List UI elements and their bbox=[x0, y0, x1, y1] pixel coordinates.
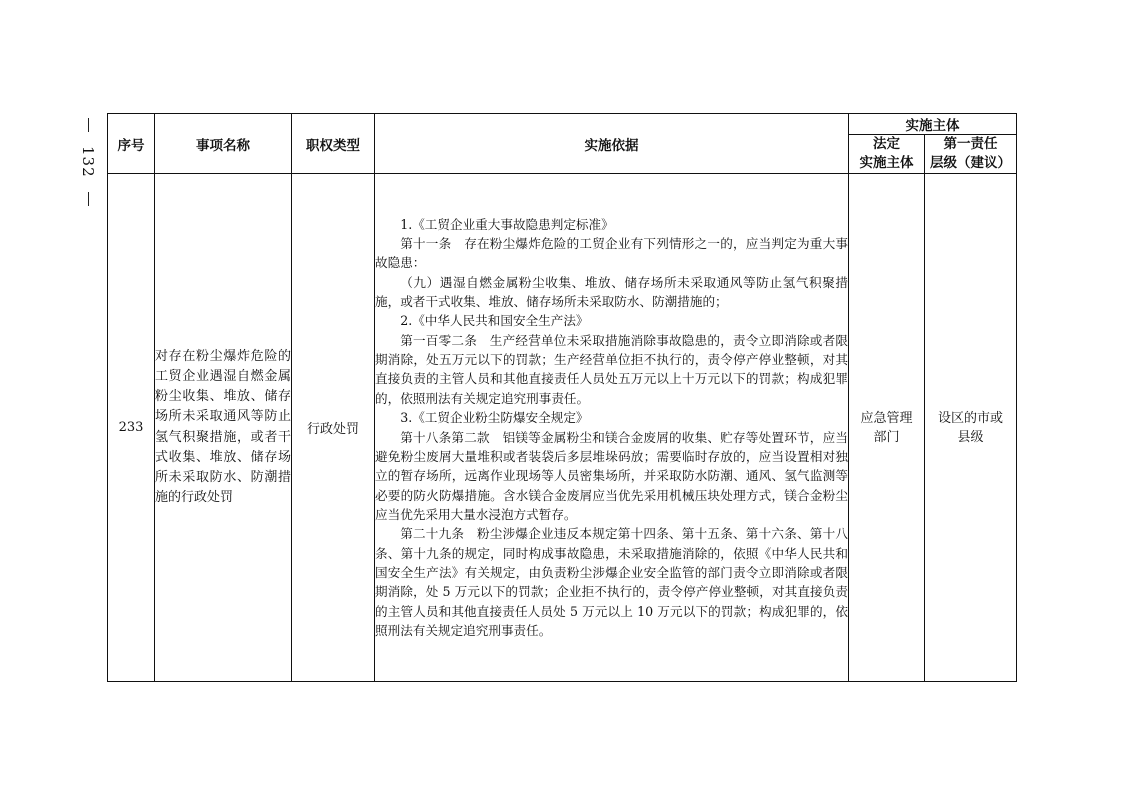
header-row-top bbox=[108, 114, 1017, 135]
basis-paragraph: 2.《中华人民共和国安全生产法》 bbox=[400, 313, 589, 329]
header-item-name: 事项名称 bbox=[155, 114, 292, 174]
row-legal-subject: 应急管理部门 bbox=[849, 174, 925, 682]
table-row bbox=[108, 174, 1017, 682]
header-seq: 序号 bbox=[108, 114, 155, 174]
basis-paragraph: 1.《工贸企业重大事故隐患判定标准》 bbox=[400, 216, 614, 232]
row-seq: 233 bbox=[108, 174, 155, 682]
row-item-name: 对存在粉尘爆炸危险的工贸企业遇湿自燃金属粉尘收集、堆放、储存场所未采取通风等防止氢气积聚措施，或者干式收集、堆放、储存场所未采取防水、防潮措施的行政处罚 bbox=[155, 174, 292, 682]
header-basis: 实施依据 bbox=[375, 114, 849, 174]
header-legal-subject-line2: 实施主体 bbox=[859, 155, 914, 171]
basis-paragraph: 第十八条第二款 铝镁等金属粉尘和镁合金废屑的收集、贮存等处置环节，应当避免粉尘废屑大量堆积或者装袋后多层堆垛码放；需要临时存放的，应当设置相对独立的暂存场所，远离作业现场等人员密集场所，并采取防水防潮、通风、氢气监测等必要的防火防爆措施。含水镁合金废屑应当优先采用机械压块处理方式，镁合金粉尘应当优先采用大量水浸泡方式暂存。 bbox=[375, 429, 848, 522]
basis-paragraph: （九）遇湿自燃金属粉尘收集、堆放、储存场所未采取通风等防止氢气积聚措施，或者干式收集、堆放、储存场所未采取防水、防潮措施的； bbox=[375, 274, 848, 310]
page-number-dash-bottom bbox=[88, 192, 89, 206]
page-number-text: 132 bbox=[79, 146, 97, 178]
page-number bbox=[78, 118, 98, 218]
row-power-type: 行政处罚 bbox=[292, 174, 375, 682]
page-number-dash-top bbox=[88, 118, 89, 132]
basis-paragraph: 第二十九条 粉尘涉爆企业违反本规定第十四条、第十五条、第十六条、第十八条、第十九条的规定，同时构成事故隐患，未采取措施消除的，依照《中华人民共和国安全生产法》有关规定，由负责粉尘涉爆企业安全监管的部门责令立即消除或者限期消除，处 5 万元以下的罚款；企业拒不执行的，责令停产停业整顿，对其直接负责的主管人员和其他直接责任人员处 5 万元以上 10 万元以下的罚款；构成犯罪的，依照刑法有关规定追究刑事责任。 bbox=[375, 526, 848, 638]
basis-paragraph: 第十一条 存在粉尘爆炸危险的工贸企业有下列情形之一的，应当判定为重大事故隐患： bbox=[375, 236, 848, 271]
header-level-line2: 层级（建议） bbox=[930, 155, 1011, 171]
basis-paragraph: 3.《工贸企业粉尘防爆安全规定》 bbox=[400, 410, 589, 426]
basis-text bbox=[375, 215, 848, 641]
row-responsibility-level: 设区的市或县级 bbox=[925, 174, 1017, 682]
header-power-type: 职权类型 bbox=[292, 114, 375, 174]
enforcement-table bbox=[107, 113, 1017, 682]
row-basis bbox=[375, 174, 849, 682]
header-level-line1: 第一责任 bbox=[943, 136, 998, 152]
header-subject: 实施主体 bbox=[849, 114, 1017, 135]
basis-paragraph: 第一百零二条 生产经营单位未采取措施消除事故隐患的，责令立即消除或者限期消除，处五万元以下的罚款；生产经营单位拒不执行的，责令停产停业整顿，对其直接负责的主管人员和其他直接责任人员处五万元以上十万元以下的罚款；构成犯罪的，依照刑法有关规定追究刑事责任。 bbox=[375, 332, 848, 406]
header-responsibility-level bbox=[925, 135, 1017, 174]
header-legal-subject bbox=[849, 135, 925, 174]
header-legal-subject-line1: 法定 bbox=[873, 136, 900, 152]
